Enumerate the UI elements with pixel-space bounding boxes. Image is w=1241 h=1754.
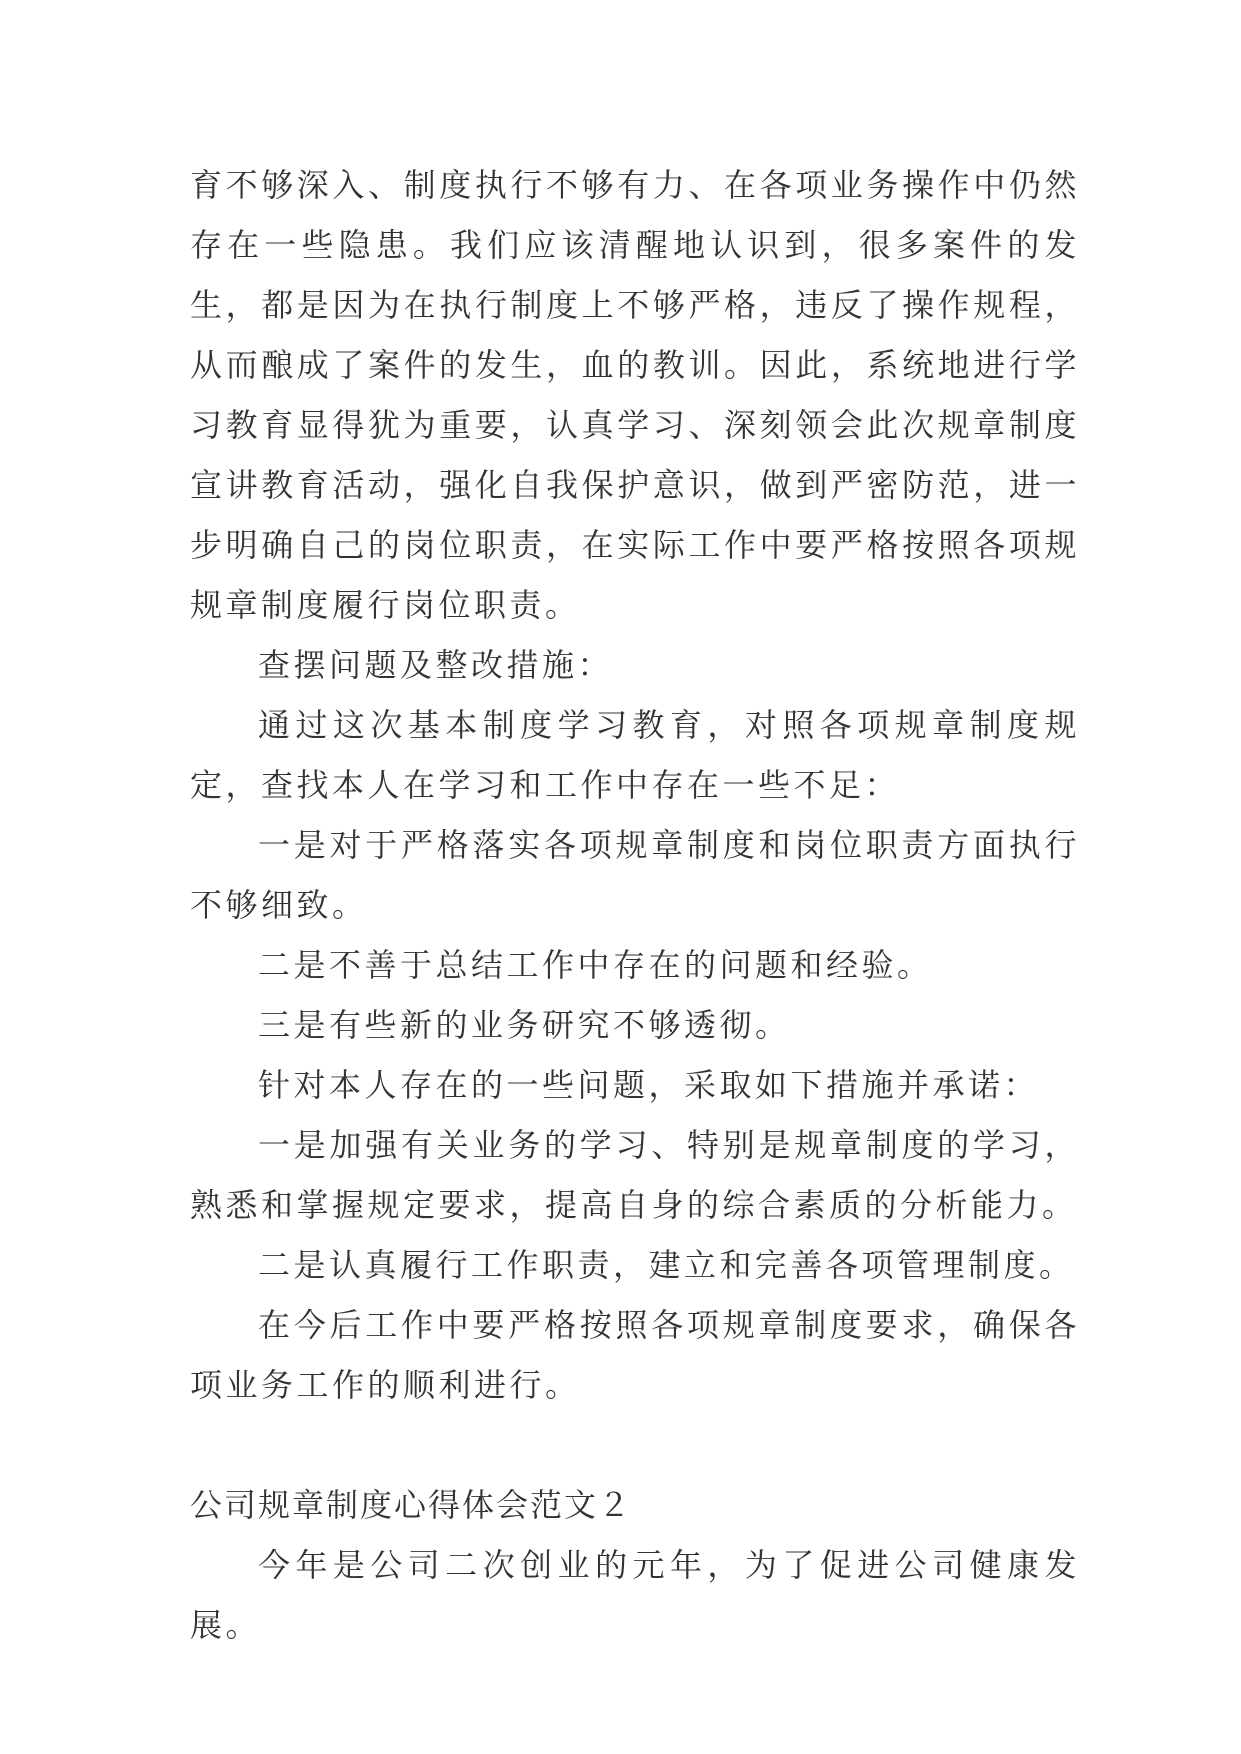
paragraph-measures-intro: 针对本人存在的一些问题，采取如下措施并承诺： [258,1066,1040,1104]
document-body [190,155,1080,1655]
paragraph-measure-2: 二是认真履行工作职责，建立和完善各项管理制度。 [258,1246,1075,1284]
paragraph-issue-2: 二是不善于总结工作中存在的问题和经验。 [258,946,933,984]
paragraph-continuation: 育不够深入、制度执行不够有力、在各项业务操作中仍然存在一些隐患。我们应该清醒地认识到，很多案件的发生，都是因为在执行制度上不够严格，违反了操作规程，从而酿成了案件的发生，血的教训。因此，系统地进行学习教育显得犹为重要，认真学习、深刻领会此次规章制度宣讲教育活动，强化自我保护意识，做到严密防范，进一步明确自己的岗位职责，在实际工作中要严格按照各项规规章制度履行岗位职责。 [190,166,1080,624]
paragraph-study-review: 通过这次基本制度学习教育，对照各项规章制度规定，查找本人在学习和工作中存在一些不足： [190,706,1080,804]
paragraph-section-2-intro: 今年是公司二次创业的元年，为了促进公司健康发展。 [190,1546,1080,1644]
paragraph-issues-heading: 查摆问题及整改措施： [258,646,614,684]
paragraph-issue-1: 一是对于严格落实各项规章制度和岗位职责方面执行不够细致。 [190,826,1080,924]
paragraph-conclusion: 在今后工作中要严格按照各项规章制度要求，确保各项业务工作的顺利进行。 [190,1306,1080,1404]
section-heading: 公司规章制度心得体会范文２ [190,1486,633,1524]
paragraph-measure-1: 一是加强有关业务的学习、特别是规章制度的学习，熟悉和掌握规定要求，提高自身的综合素质的分析能力。 [190,1126,1080,1224]
paragraph-issue-3: 三是有些新的业务研究不够透彻。 [258,1006,791,1044]
